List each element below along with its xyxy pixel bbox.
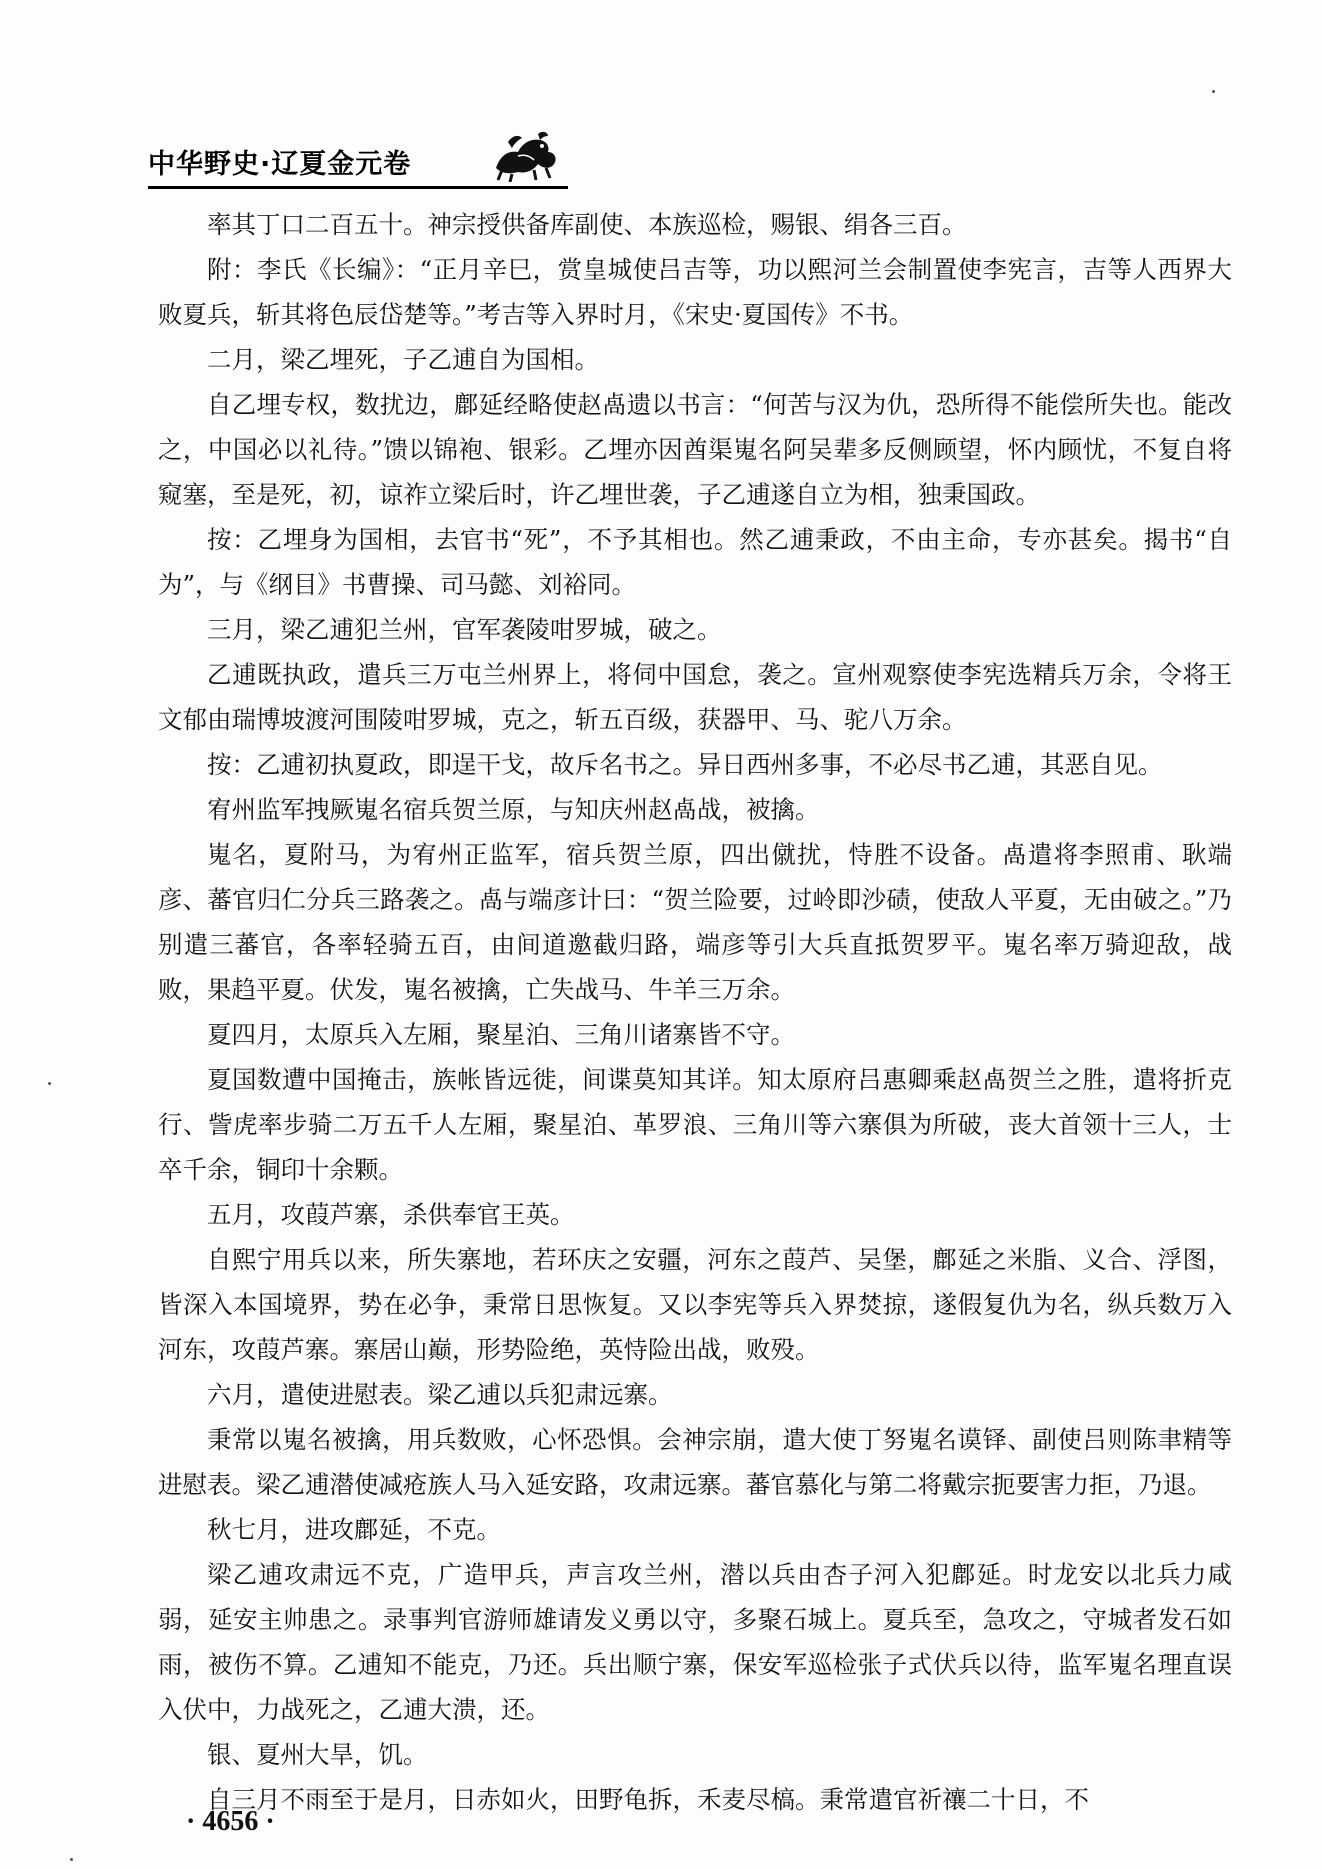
paragraph: 自三月不雨至于是月，日赤如火，田野龟拆，禾麦尽槁。秉常遣官祈禳二十日，不 — [207, 1785, 1089, 1814]
header-rule — [148, 186, 568, 189]
entry-heading: 六月，遣使进慰表。梁乙逋以兵犯肃远寨。 — [207, 1380, 673, 1409]
scan-speck — [1212, 90, 1215, 93]
running-header — [148, 130, 1230, 190]
entry-heading: 夏四月，太原兵入左厢，聚星泊、三角川诸寨皆不守。 — [207, 1020, 795, 1049]
paragraph: 自乙埋专权，数扰边，鄜延经略使赵卨遗以书言：“何苦与汉为仇，恐所得不能偿所失也。能改之，中国必以礼待。”馈以锦袍、银彩。乙埋亦因酋渠嵬名阿吴辈多反侧顾望，怀内顾忧，不复自将窥塞，至是死，初，谅祚立梁后时，许乙埋世袭，子乙逋遂自立为相，独秉国政。 — [158, 390, 1232, 509]
scan-speck — [48, 1082, 51, 1085]
paragraph: 乙逋既执政，遣兵三万屯兰州界上，将伺中国怠，袭之。宣州观察使李宪选精兵万余，令将王文郁由瑞博坡渡河围陵咁罗城，克之，斩五百级，获器甲、马、驼八万余。 — [158, 660, 1232, 734]
paragraph: 嵬名，夏附马，为宥州正监军，宿兵贺兰原，四出僦扰，恃胜不设备。卨遣将李照甫、耿端彦、蕃官归仁分兵三路袭之。卨与端彦计曰：“贺兰险要，过岭即沙碛，使敌人平夏，无由破之。”乃别遣三蕃官，各率轻骑五百，由间道邀截归路，端彦等引大兵直抵贺罗平。嵬名率万骑迎敌，战败，果趋平夏。伏发，嵬名被擒，亡失战马、牛羊三万余。 — [158, 840, 1232, 1004]
body-text — [158, 202, 1232, 1822]
paragraph: 自熙宁用兵以来，所失寨地，若环庆之安疆，河东之葭芦、吴堡，鄜延之米脂、义合、浮图，皆深入本国境界，势在必争，秉常日思恢复。又以李宪等兵入界焚掠，遂假复仇为名，纵兵数万入河东，攻葭芦寨。寨居山巅，形势险绝，英恃险出战，败殁。 — [158, 1245, 1232, 1364]
paragraph: 夏国数遭中国掩击，族帐皆远徙，间谍莫知其详。知太原府吕惠卿乘赵卨贺兰之胜，遣将折克行、訾虎率步骑二万五千人左厢，聚星泊、革罗浪、三角川等六寨俱为所破，丧大首领十三人，士卒千余，铜印十余颗。 — [158, 1065, 1232, 1184]
entry-heading: 宥州监军拽厥嵬名宿兵贺兰原，与知庆州赵卨战，被擒。 — [207, 795, 820, 824]
entry-heading: 三月，梁乙逋犯兰州，官军袭陵咁罗城，破之。 — [207, 615, 722, 644]
entry-heading: 二月，梁乙埋死，子乙逋自为国相。 — [207, 345, 599, 374]
paragraph: 按：乙逋初执夏政，即逞干戈，故斥名书之。异日西州多事，不必尽书乙逋，其恶自见。 — [207, 750, 1163, 779]
paragraph: 率其丁口二百五十。神宗授供备库副使、本族巡检，赐银、绢各三百。 — [207, 210, 967, 239]
entry-heading: 五月，攻葭芦寨，杀供奉官王英。 — [207, 1200, 575, 1229]
dragon-emblem-icon — [488, 130, 560, 182]
page-number: · 4656 · — [186, 1806, 275, 1837]
paragraph: 秉常以嵬名被擒，用兵数败，心怀恐惧。会神宗崩，遣大使丁努嵬名谟铎、副使吕则陈聿精等进慰表。梁乙逋潜使减疮族人马入延安路，攻肃远寨。蕃官慕化与第二将戴宗扼要害力拒，乃退。 — [158, 1425, 1232, 1499]
paragraph: 按：乙埋身为国相，去官书“死”，不予其相也。然乙逋秉政，不由主命，专亦甚矣。揭书“自为”，与《纲目》书曹操、司马懿、刘裕同。 — [158, 525, 1232, 599]
paragraph: 梁乙逋攻肃远不克，广造甲兵，声言攻兰州，潜以兵由杏子河入犯鄜延。时龙安以北兵力咸弱，延安主帅患之。录事判官游师雄请发义勇以守，多聚石城上。夏兵至，急攻之，守城者发石如雨，被伤不算。乙逋知不能克，乃还。兵出顺宁寨，保安军巡检张子式伏兵以待，监军嵬名理直误入伏中，力战死之，乙逋大溃，还。 — [158, 1560, 1232, 1724]
entry-heading: 秋七月，进攻鄜延，不克。 — [207, 1515, 501, 1544]
entry-heading: 银、夏州大旱，饥。 — [207, 1740, 428, 1769]
paragraph: 附：李氏《长编》：“正月辛巳，赏皇城使吕吉等，功以熙河兰会制置使李宪言，吉等人西界大败夏兵，斩其将色辰岱楚等。”考吉等入界时月，《宋史·夏国传》不书。 — [158, 255, 1232, 329]
running-header-title: 中华野史·辽夏金元卷 — [148, 149, 412, 180]
scan-speck — [70, 1858, 73, 1861]
